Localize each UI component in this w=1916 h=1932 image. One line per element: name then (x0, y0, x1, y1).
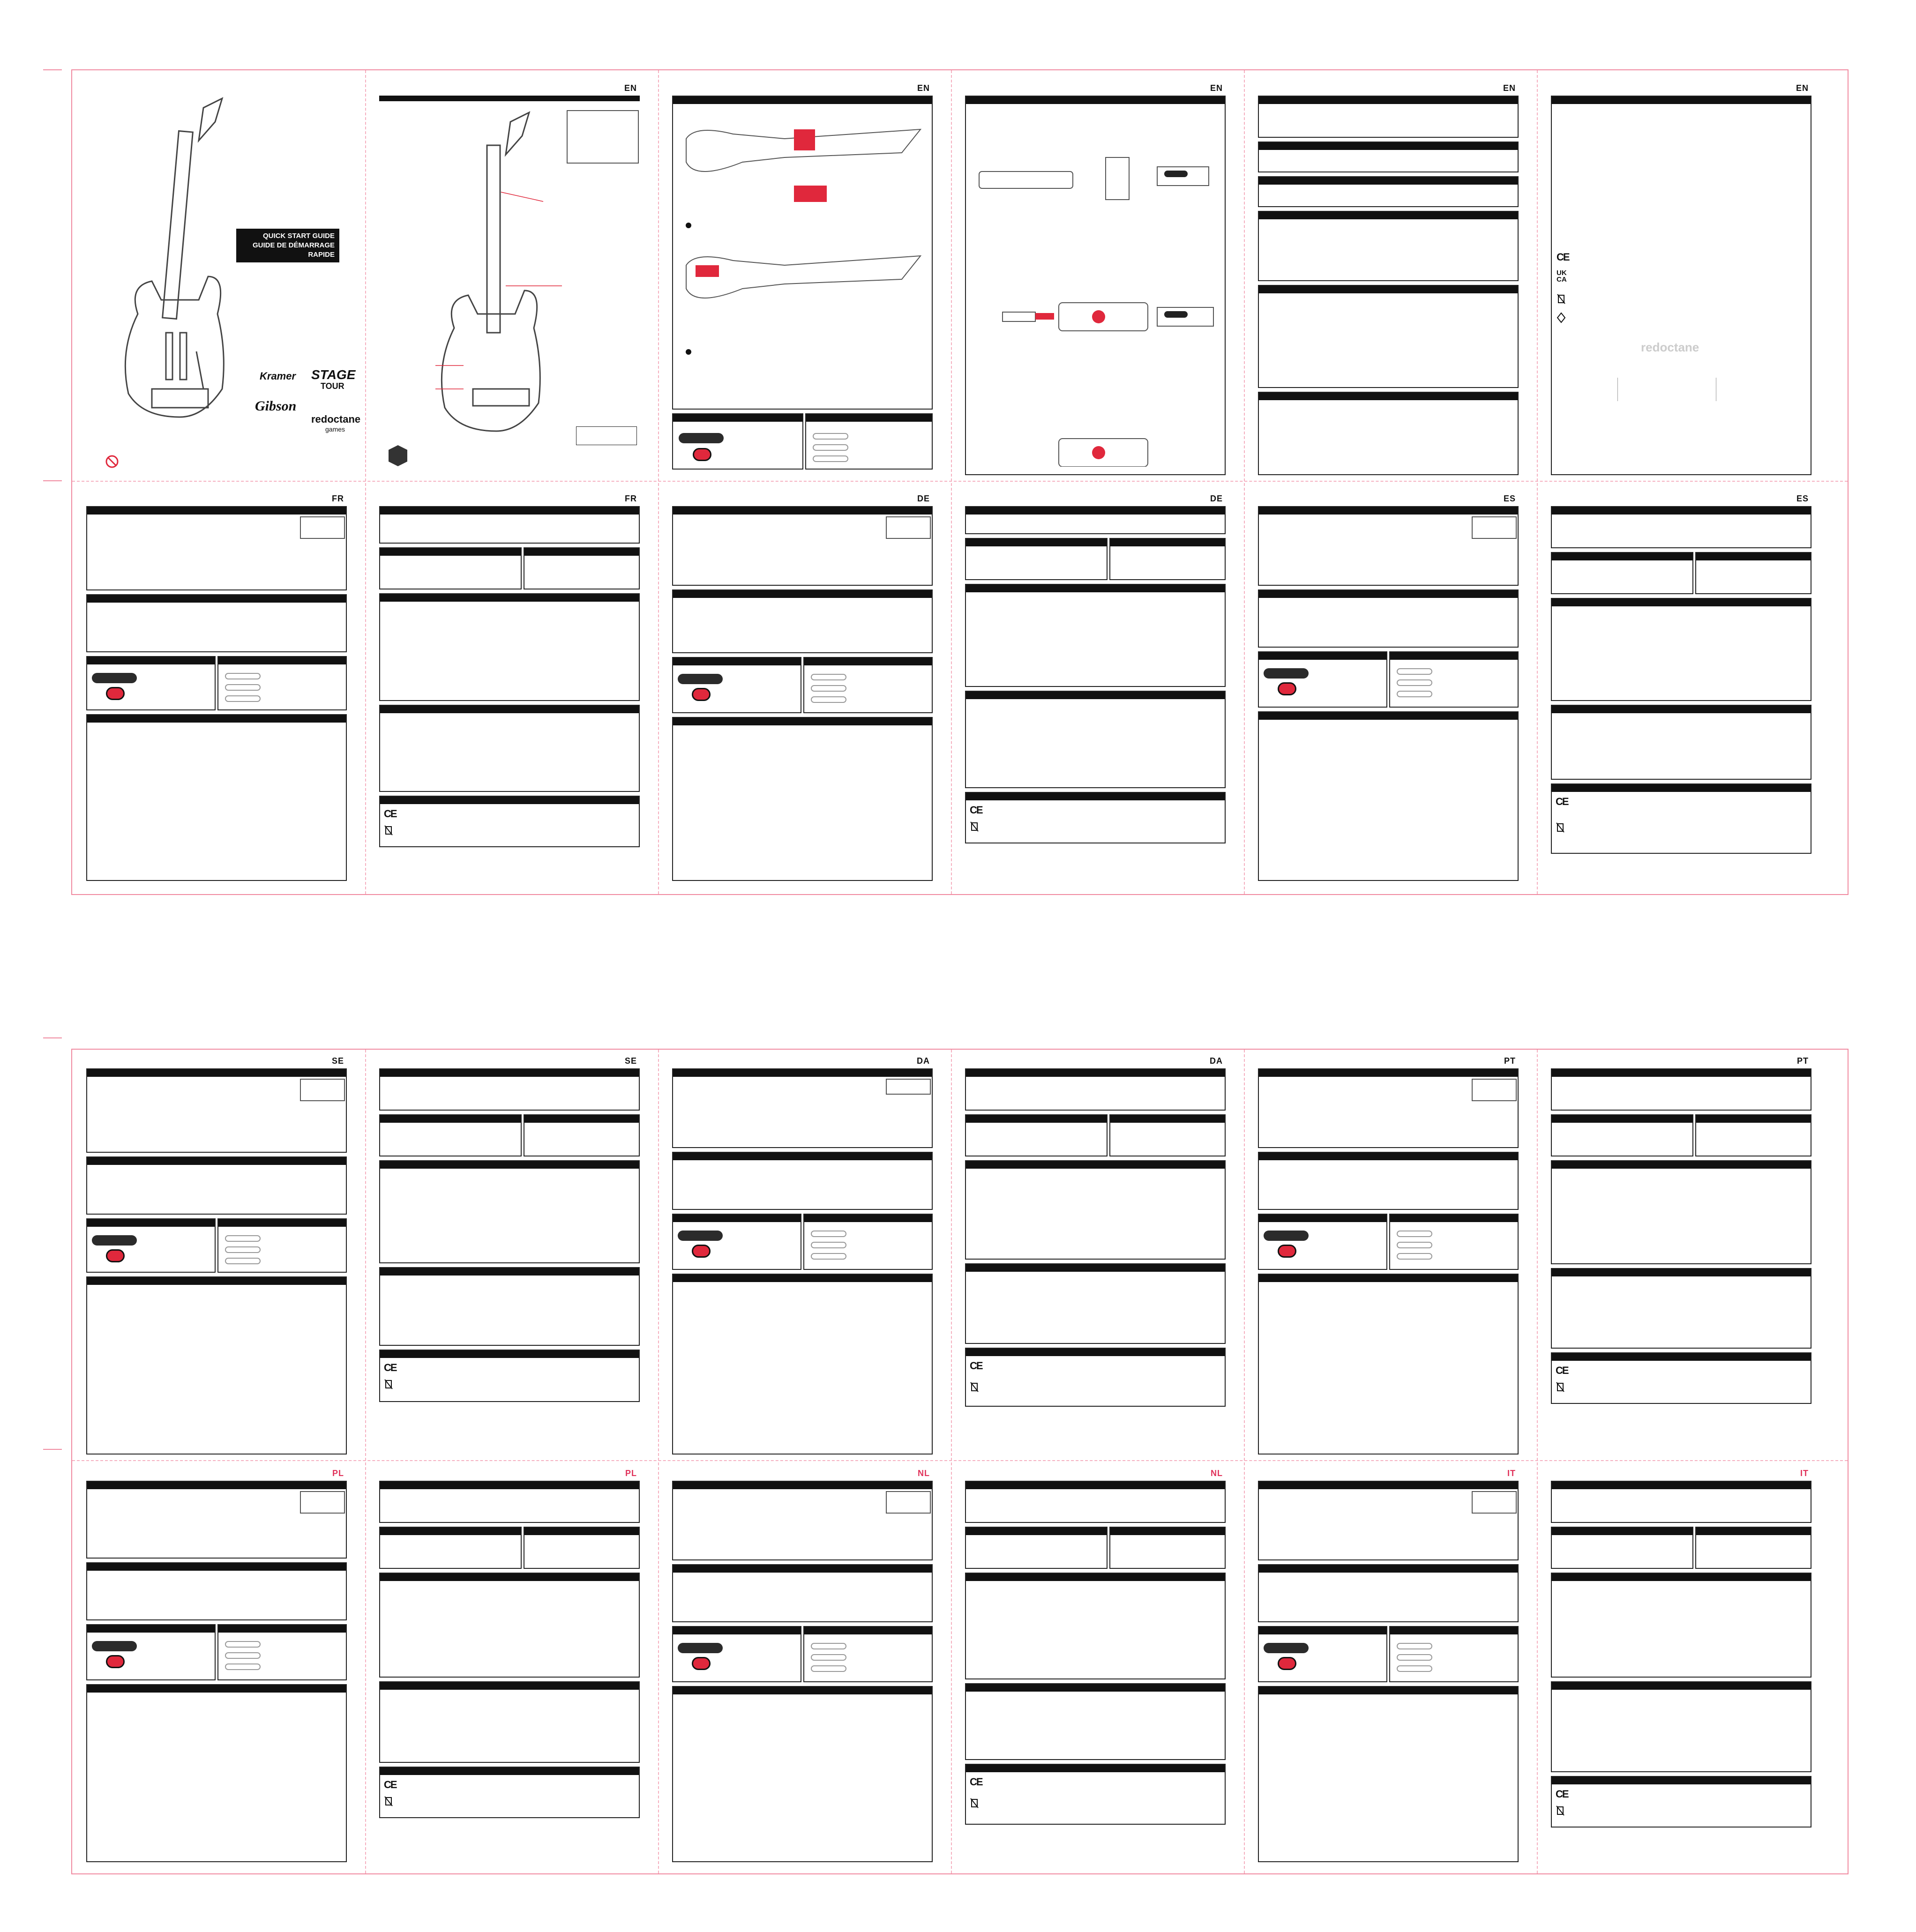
stage-tour-logo-sub: TOUR (321, 381, 344, 391)
lang-label: EN (1796, 83, 1809, 93)
ce-mark-icon: CE (384, 808, 397, 820)
panel-es-2 (1551, 490, 1813, 887)
weee-bin-icon (1557, 293, 1566, 305)
panel-fr-1 (86, 490, 349, 887)
weee-bin-icon (970, 821, 979, 832)
lang-label: FR (625, 494, 637, 503)
no-symbol-icon (105, 455, 119, 469)
lang-label: ES (1796, 494, 1809, 503)
lang-label: ES (1503, 494, 1516, 503)
panel-pt-2 (1551, 1052, 1813, 1449)
ce-mark-icon: CE (384, 1362, 397, 1373)
redoctane-logo: redoctane (311, 413, 361, 425)
lang-label: IT (1800, 1469, 1809, 1478)
lang-label: DE (1210, 494, 1223, 503)
battery-inset (576, 426, 637, 445)
panel-da-2 (965, 1052, 1227, 1449)
lang-label: PT (1504, 1056, 1516, 1066)
weee-bin-icon (1556, 1805, 1565, 1816)
power-indicator (679, 433, 724, 443)
panel-en-info (1258, 80, 1520, 476)
box-icon (384, 440, 412, 469)
panel-nl-2 (965, 1465, 1227, 1861)
ce-mark-icon: CE (970, 1776, 982, 1788)
lang-label: FR (332, 494, 344, 503)
panel-en-regulatory (1551, 80, 1813, 476)
panel-es-1 (1258, 490, 1520, 887)
ce-mark-icon: CE (970, 804, 982, 816)
trim-mark (43, 69, 62, 70)
panel-it-1 (1258, 1465, 1520, 1861)
usb-dongle-inset (567, 110, 639, 164)
panel-pl-2 (379, 1465, 642, 1861)
trim-mark (43, 1037, 62, 1038)
gibson-logo: Gibson (255, 398, 297, 414)
ce-mark-icon: CE (970, 1360, 982, 1372)
lang-label: PL (625, 1469, 637, 1478)
weee-bin-icon (1556, 822, 1565, 833)
sheet-top (71, 69, 1849, 895)
weee-bin-icon (1556, 1381, 1565, 1393)
panel-en-connection (965, 80, 1227, 476)
ukca-mark-bottom: CA (1557, 276, 1567, 283)
trim-mark (43, 480, 62, 481)
lang-label: SE (624, 1056, 637, 1066)
lang-label: EN (1210, 83, 1223, 93)
panel-nl-1 (672, 1465, 935, 1861)
redoctane-games-label: games (325, 425, 345, 433)
stage-tour-logo: STAGE (311, 367, 356, 382)
lang-label: SE (331, 1056, 344, 1066)
ce-mark-icon: CE (1556, 1365, 1568, 1376)
guitar-back-illustration (677, 111, 930, 401)
panel-pl-1 (86, 1465, 349, 1861)
ce-mark-icon: CE (1556, 796, 1568, 807)
lang-label: PT (1796, 1056, 1809, 1066)
ce-mark-icon: CE (384, 1779, 397, 1790)
sheet-bottom (71, 1049, 1849, 1874)
weee-bin-icon (384, 1379, 393, 1390)
lang-label: EN (917, 83, 930, 93)
panel-pt-1 (1258, 1052, 1520, 1449)
lang-label: EN (624, 83, 637, 93)
lang-label: DE (917, 494, 930, 503)
lang-label: NL (1211, 1469, 1223, 1478)
kramer-logo: Kramer (260, 370, 296, 382)
panel-de-1 (672, 490, 935, 887)
redoctane-watermark: redoctane (1641, 340, 1699, 354)
ukca-mark-top: UK (1557, 269, 1567, 277)
weee-bin-icon (970, 1381, 979, 1393)
lang-label: DA (917, 1056, 930, 1066)
console-connection-illustration (970, 111, 1223, 467)
cover-title-fr: GUIDE DE DÉMARRAGE RAPIDE (252, 241, 335, 259)
panel-en-components (379, 80, 642, 476)
panel-it-2 (1551, 1465, 1813, 1861)
cover-title-en: QUICK START GUIDE (262, 232, 335, 240)
rcm-mark-icon (1557, 312, 1566, 323)
panel-de-2 (965, 490, 1227, 887)
weee-bin-icon (384, 825, 393, 836)
trim-mark (43, 1449, 62, 1450)
weee-bin-icon (384, 1796, 393, 1807)
lang-label: IT (1507, 1469, 1516, 1478)
lang-label: EN (1503, 83, 1516, 93)
weee-bin-icon (970, 1798, 979, 1809)
red-button-icon (693, 448, 711, 461)
panel-se-2 (379, 1052, 642, 1449)
ce-mark-icon: CE (1556, 1788, 1568, 1800)
panel-fr-2 (379, 490, 642, 887)
ce-mark-icon: CE (1557, 251, 1569, 263)
panel-en-setup (672, 80, 935, 476)
guitar-illustration (110, 89, 250, 455)
panel-da-1 (672, 1052, 935, 1449)
guitar-callout-illustration (435, 108, 576, 464)
panel-se-1 (86, 1052, 349, 1449)
lang-label: DA (1210, 1056, 1223, 1066)
cover-panel (86, 80, 361, 476)
lang-label: PL (332, 1469, 344, 1478)
lang-label: NL (918, 1469, 930, 1478)
